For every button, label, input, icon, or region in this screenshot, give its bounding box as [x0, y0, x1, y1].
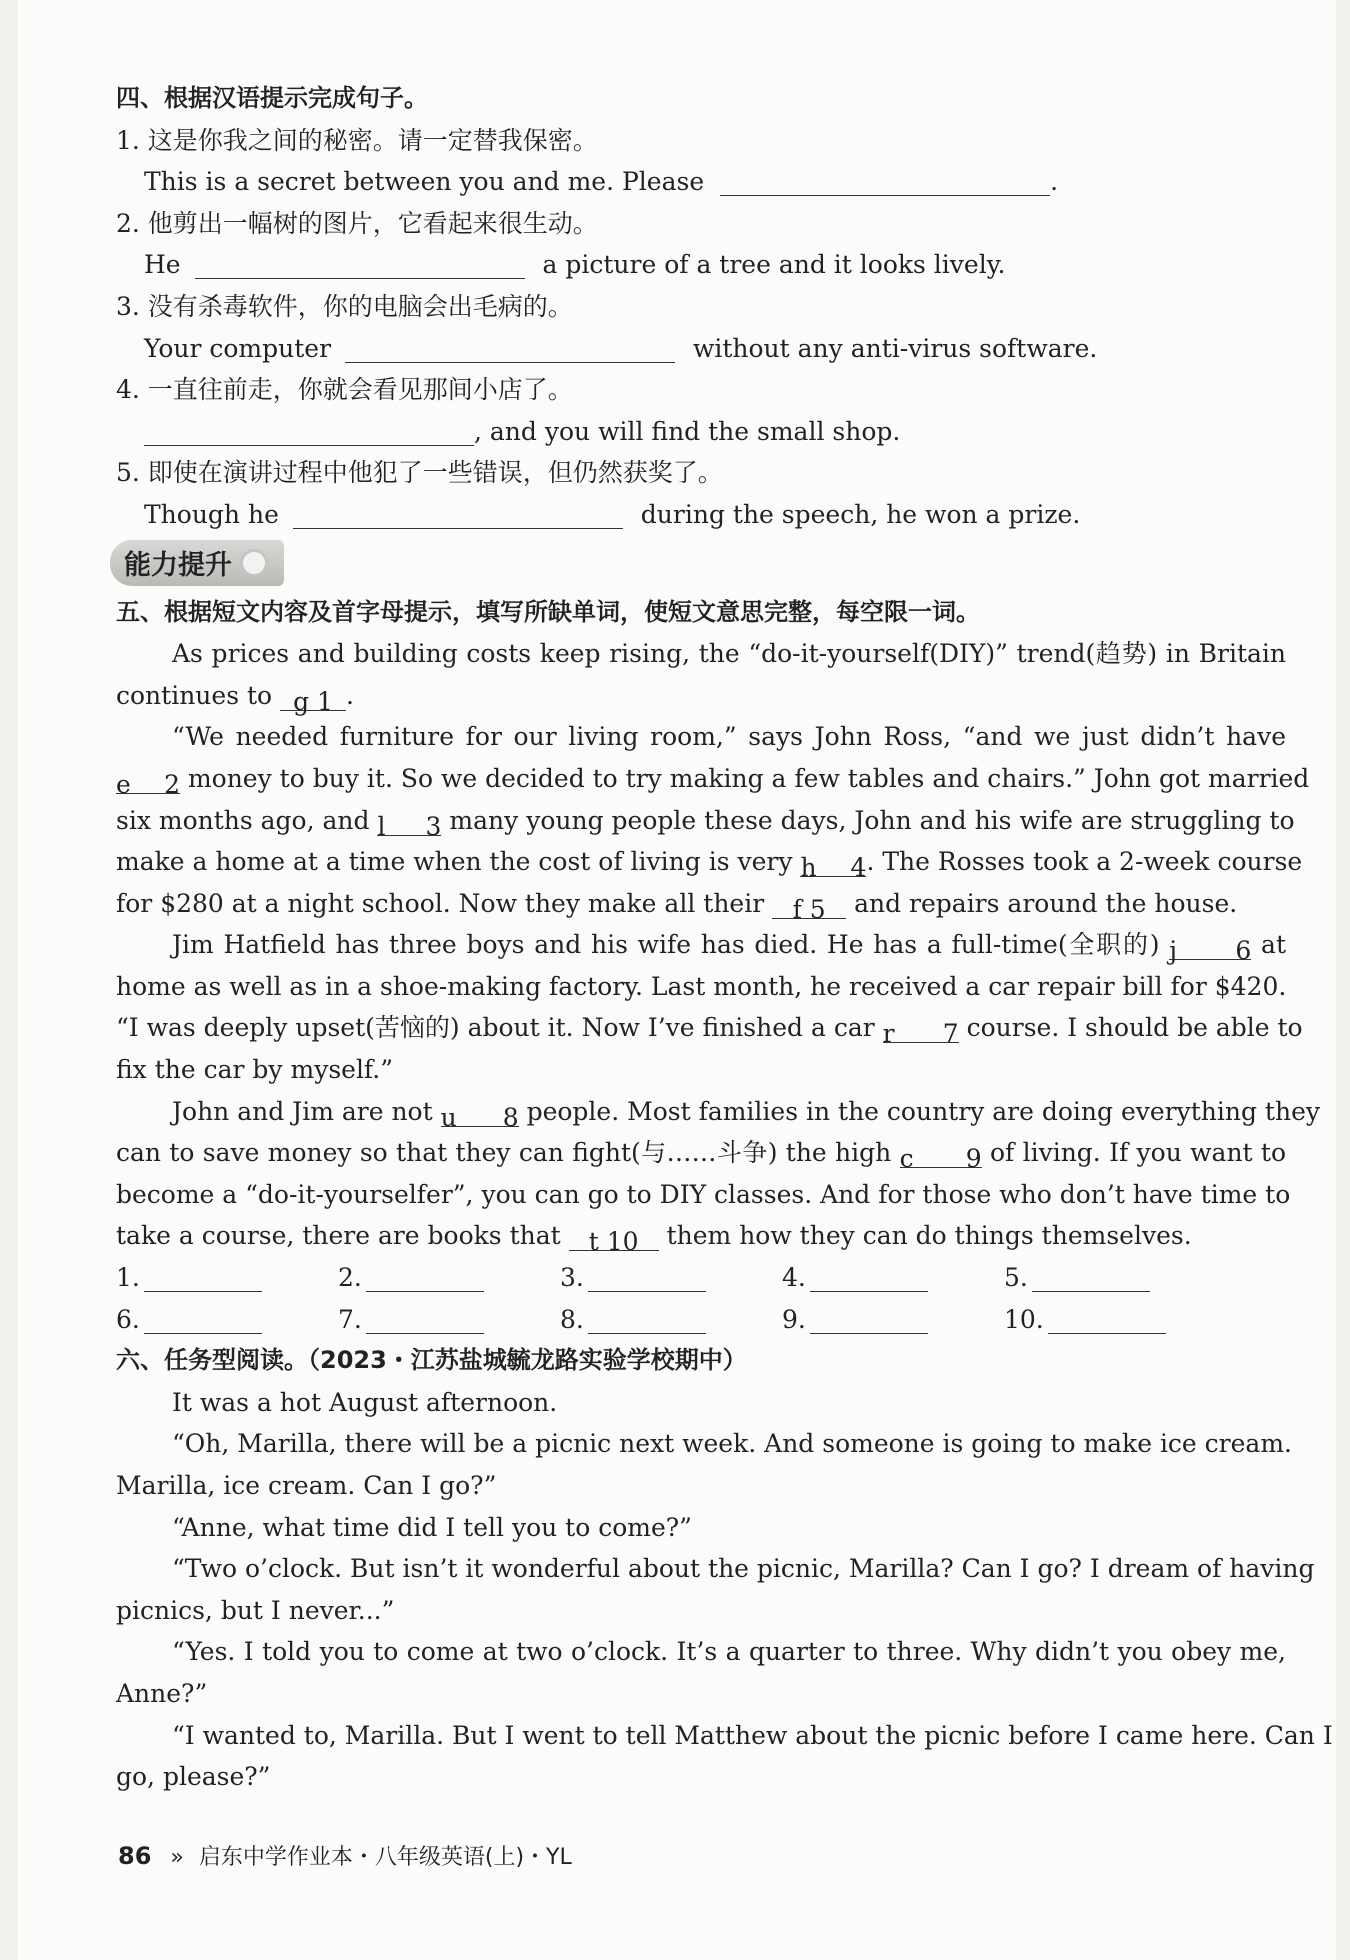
passage-line: home as well as in a shoe-making factory. Last month, he received a car repair bill for $420. — [116, 971, 1287, 1001]
q1-english: This is a secret between you and me. Please . — [144, 167, 1059, 197]
story-line: go, please?” — [116, 1762, 271, 1792]
passage-line: make a home at a time when the cost of living is very h 4. The Rosses took a 2-week course — [116, 847, 1303, 883]
passage-line: As prices and building costs keep rising, the “do-it-yourself(DIY)” trend(趋势) in Britain — [172, 639, 1286, 669]
passage-line: six months ago, and l 3 many young people these days, John and his wife are struggling to — [116, 805, 1295, 841]
blank-3[interactable]: l 3 — [377, 806, 441, 836]
q3-english: Your computer without any anti-virus software. — [144, 333, 1098, 363]
answer-slot[interactable]: 1. — [116, 1257, 338, 1299]
chevron-right-icon: » — [170, 1845, 184, 1870]
blank-1[interactable]: g 1 — [280, 681, 346, 711]
passage-line: become a “do-it-yourselfer”, you can go to DIY classes. And for those who don’t have time to — [116, 1179, 1291, 1209]
passage-line: can to save money so that they can fight(与……斗争) the high c 9 of living. If you want to — [116, 1138, 1287, 1174]
worksheet-page — [18, 0, 1336, 1960]
q2-blank[interactable] — [195, 249, 525, 279]
page-footer — [118, 1840, 572, 1871]
passage-line: for $280 at a night school. Now they make all their f 5 and repairs around the house. — [116, 888, 1238, 924]
answer-row — [116, 1257, 1286, 1299]
q5-english: Though he during the speech, he won a prize. — [144, 499, 1081, 529]
passage-line: take a course, there are books that t 10 them how they can do things themselves. — [116, 1221, 1192, 1257]
passage-line: Jim Hatfield has three boys and his wife has died. He has a full-time(全职的) j 6 at — [172, 930, 1286, 966]
passage-line: “I was deeply upset(苦恼的) about it. Now I’ve finished a car r 7 course. I should be able to — [116, 1013, 1303, 1049]
story-line: “Oh, Marilla, there will be a picnic next week. And someone is going to make ice cream. — [172, 1429, 1292, 1459]
blank-9[interactable]: c 9 — [900, 1138, 982, 1168]
ability-section-tag: 能力提升 — [110, 540, 284, 586]
page-content — [116, 78, 1333, 1798]
blank-6[interactable]: j 6 — [1169, 930, 1251, 960]
answer-slot[interactable]: 3. — [560, 1257, 782, 1299]
answer-row — [116, 1299, 1286, 1341]
q1-chinese: 1. 这是你我之间的秘密。请一定替我保密。 — [116, 125, 598, 155]
blank-7[interactable]: r 7 — [883, 1013, 959, 1043]
page-number: 86 — [118, 1842, 152, 1870]
answer-slot[interactable]: 8. — [560, 1299, 782, 1341]
story-line: “Yes. I told you to come at two o’clock. It’s a quarter to three. Why didn’t you obey me, — [172, 1637, 1286, 1667]
q3-chinese: 3. 没有杀毒软件，你的电脑会出毛病的。 — [116, 291, 573, 321]
passage-line: continues to g 1 . — [116, 680, 354, 716]
q1-blank[interactable] — [720, 166, 1050, 196]
q4-chinese: 4. 一直往前走，你就会看见那间小店了。 — [116, 375, 573, 405]
blank-2[interactable]: e 2 — [116, 764, 180, 794]
blank-8[interactable]: u 8 — [441, 1097, 519, 1127]
story-line: It was a hot August afternoon. — [172, 1387, 558, 1417]
passage-line: fix the car by myself.” — [116, 1055, 394, 1085]
book-title: 启东中学作业本・八年级英语(上)・YL — [198, 1845, 572, 1870]
blank-5[interactable]: f 5 — [772, 889, 846, 919]
passage-line: e 2 money to buy it. So we decided to try making a few tables and chairs.” John got married — [116, 763, 1310, 799]
story-line: Marilla, ice cream. Can I go?” — [116, 1471, 497, 1500]
story-line: picnics, but I never...” — [116, 1595, 395, 1625]
answer-slot[interactable]: 9. — [782, 1299, 1004, 1341]
q4-blank[interactable] — [144, 416, 474, 446]
story-line: Anne?” — [116, 1678, 208, 1708]
q2-chinese: 2. 他剪出一幅树的图片，它看起来很生动。 — [116, 208, 598, 238]
lightbulb-icon — [240, 549, 268, 577]
passage-line: “We needed furniture for our living room,” says John Ross, “and we just didn’t have — [172, 722, 1286, 752]
q2-english: He a picture of a tree and it looks lively. — [144, 250, 1006, 280]
story-line: “Anne, what time did I tell you to come?” — [172, 1512, 692, 1542]
blank-10[interactable]: t 10 — [569, 1221, 659, 1251]
passage-line: John and Jim are not u 8 people. Most families in the country are doing everything they — [172, 1096, 1320, 1132]
answer-slot[interactable]: 5. — [1004, 1257, 1226, 1299]
section-5-heading: 五、根据短文内容及首字母提示，填写所缺单词，使短文意思完整，每空限一词。 — [116, 597, 980, 626]
q5-chinese: 5. 即使在演讲过程中他犯了一些错误，但仍然获奖了。 — [116, 458, 723, 488]
story-line: “I wanted to, Marilla. But I went to tell Matthew about the picnic before I came here. Can I — [172, 1720, 1333, 1750]
section-4-heading: 四、根据汉语提示完成句子。 — [116, 84, 428, 112]
q3-blank[interactable] — [345, 333, 675, 363]
q5-blank[interactable] — [293, 499, 623, 529]
q4-english: , and you will find the small shop. — [116, 411, 1286, 453]
answer-slot[interactable]: 7. — [338, 1299, 560, 1341]
answer-slot[interactable]: 2. — [338, 1257, 560, 1299]
story-line: “Two o’clock. But isn’t it wonderful about the picnic, Marilla? Can I go? I dream of having — [172, 1554, 1315, 1584]
answer-slot[interactable]: 4. — [782, 1257, 1004, 1299]
answer-slot[interactable]: 6. — [116, 1299, 338, 1341]
blank-4[interactable]: h 4 — [800, 847, 866, 877]
answer-slot[interactable]: 10. — [1004, 1299, 1226, 1341]
section-6-heading: 六、任务型阅读。（2023・江苏盐城毓龙路实验学校期中） — [116, 1346, 747, 1375]
